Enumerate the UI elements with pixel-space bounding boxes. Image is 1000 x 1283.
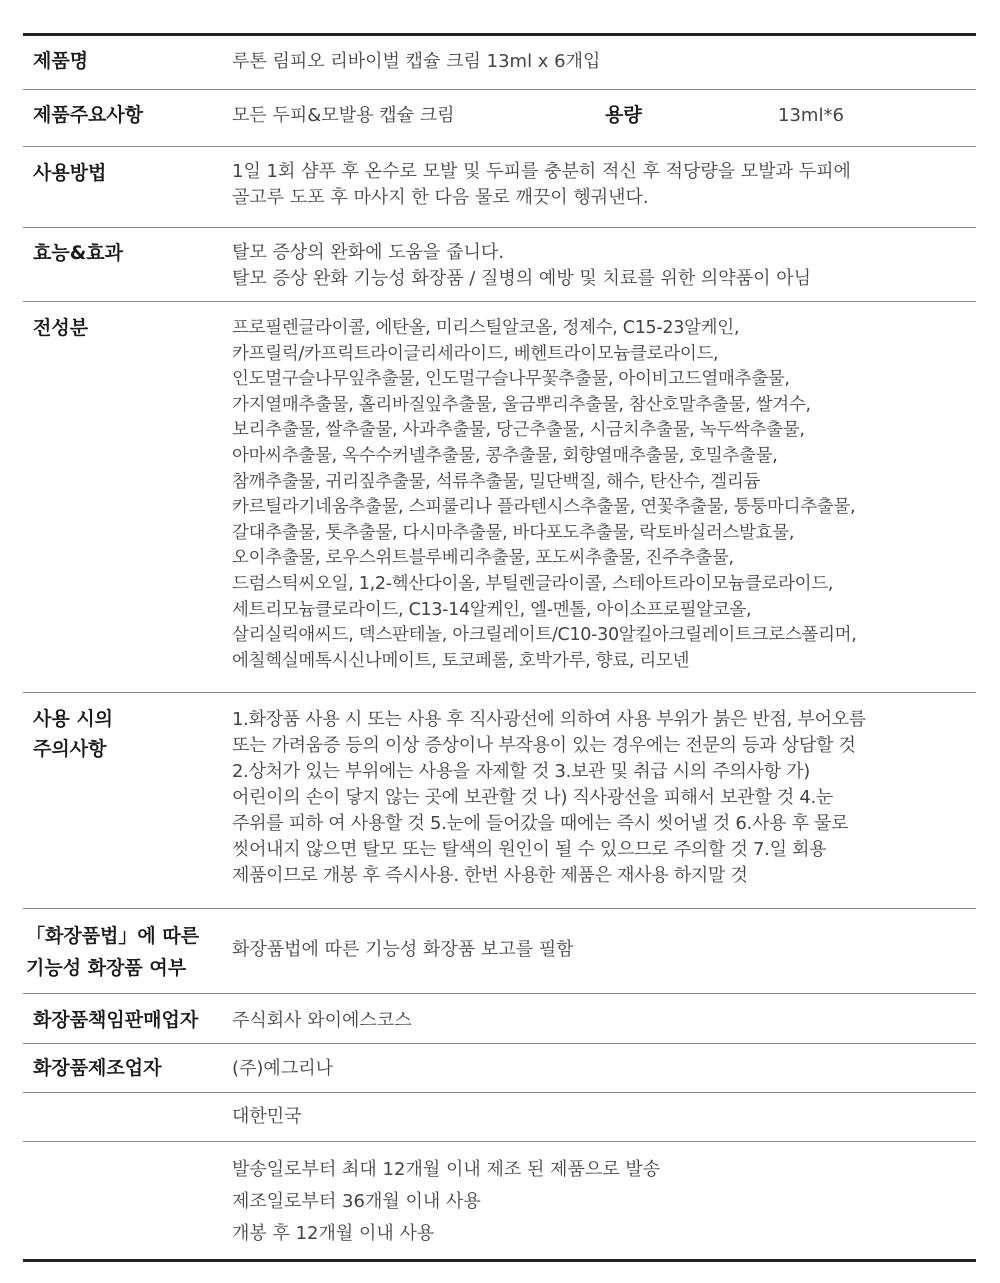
capacity-label: 용량	[605, 104, 642, 126]
origin-value: 대한민국	[232, 1106, 302, 1127]
ingredients-value: 프로필렌글라이콜, 에탄올, 미리스틸알코올, 정제수, C15-23알케인, 카프릴릭/카프릭트라이글리세라이드, 베헨트라이모늄클로라이드, 인도멀구슬나무잎추출물, 인도멀구슬나무꽃추출물, 아이비고드열매추출물, 가지열매추출물, 홀리바질잎추출물, 울금뿌리추출물, 참산호말추출물, 쌀겨수, 보리추출물, 쌀추출물, 사과추출물, 당근추출물, 시금치추출물, 녹두싹추출물, 아마씨추출물, 옥수수커넬추출물, 콩추출물, 회향열매추출물, 호밀추출물, 참깨추출물, 귀리짚추출물, 석류추출물, 밀단백질, 해수, 탄산수, 겔리듐 카르틸라기네움추출물, 스피룰리나 플라텐시스추출물, 연꽃추출물, 퉁퉁마디추출물, 갈대추출물, 톳추출물, 다시마추출물, 바다포도추출물, 락토바실러스발효물, 오이추출물, 로우스위트블루베리추출물, 포도씨추출물, 진주추출물, 드럼스틱씨오일, 1,2-헥산다이올, 부틸렌글라이콜, 스테아트라이모늄클로라이드, 세트리모늄클로라이드, C13-14알케인, 엘-멘톨, 아이소프로필알코올, 살리실릭애씨드, 덱스판테놀, 아크릴레이트/C10-30알킬아크릴레이트크로스폴리머, 에칠헥실메톡시신나메이트, 토코페롤, 호박가루, 향료, 리모넨	[232, 318, 857, 671]
row-divider	[23, 993, 976, 994]
law-value: 화장품법에 따른 기능성 화장품 보고를 필함	[232, 939, 574, 960]
effect-label: 효능&효과	[33, 242, 123, 264]
row-divider	[23, 1092, 976, 1093]
usage-value: 1일 1회 샴푸 후 온수로 모발 및 두피를 충분히 적신 후 적당량을 모발과 두피에 골고루 도포 후 마사지 한 다음 물로 깨끗이 헹궈낸다.	[232, 161, 851, 208]
law-label: 「화장품법」에 따른 기능성 화장품 여부	[26, 925, 200, 979]
effect-value: 탈모 증상의 완화에 도움을 줍니다. 탈모 증상 완화 기능성 화장품 / 질병의 예방 및 치료를 위한 의약품이 아님	[232, 242, 811, 289]
manufacturer-value: (주)예그리나	[232, 1058, 333, 1079]
row-divider	[23, 301, 976, 302]
row-divider	[23, 227, 976, 228]
bottom-border	[23, 1259, 976, 1262]
product-name-value: 루톤 림피오 리바이벌 캡슐 크림 13ml x 6개입	[232, 51, 601, 72]
ingredients-label: 전성분	[33, 317, 89, 339]
top-border	[23, 33, 976, 36]
caution-label: 사용 시의 주의사항	[33, 708, 114, 760]
row-divider	[23, 89, 976, 90]
row-divider	[23, 908, 976, 909]
usage-label: 사용방법	[33, 162, 107, 184]
row-divider	[23, 146, 976, 147]
row-divider	[23, 1141, 976, 1142]
capacity-value: 13ml*6	[778, 105, 844, 126]
main-spec-value: 모든 두피&모발용 캡슐 크림	[232, 105, 455, 126]
caution-value: 1.화장품 사용 시 또는 사용 후 직사광선에 의하여 사용 부위가 붉은 반점, 부어오름 또는 가려움증 등의 이상 증상이나 부작용이 있는 경우에는 전문의 등과 상담할 것 2.상처가 있는 부위에는 사용을 자제할 것 3.보관 및 취급 시의 주의사항 가) 어린이의 손이 닿지 않는 곳에 보관할 것 나) 직사광선을 피해서 보관할 것 4.눈 주위를 피하 여 사용할 것 5.눈에 들어갔을 때에는 즉시 씻어낼 것 6.사용 후 물로 씻어내지 않으면 탈모 또는 탈색의 원인이 될 수 있으므로 주의할 것 7.일 회용 제품이므로 개봉 후 즉시사용. 한번 사용한 제품은 재사용 하지말 것	[232, 709, 866, 886]
row-divider	[23, 1043, 976, 1044]
seller-value: 주식회사 와이에스코스	[232, 1010, 412, 1031]
row-divider	[23, 692, 976, 693]
seller-label: 화장품책임판매업자	[33, 1009, 199, 1031]
main-spec-label: 제품주요사항	[33, 104, 144, 126]
product-name-label: 제품명	[33, 50, 89, 72]
expiry-value: 발송일로부터 최대 12개월 이내 제조 된 제품으로 발송 제조일로부터 36개월 이내 사용 개봉 후 12개월 이내 사용	[232, 1159, 661, 1244]
manufacturer-label: 화장품제조업자	[33, 1057, 162, 1079]
